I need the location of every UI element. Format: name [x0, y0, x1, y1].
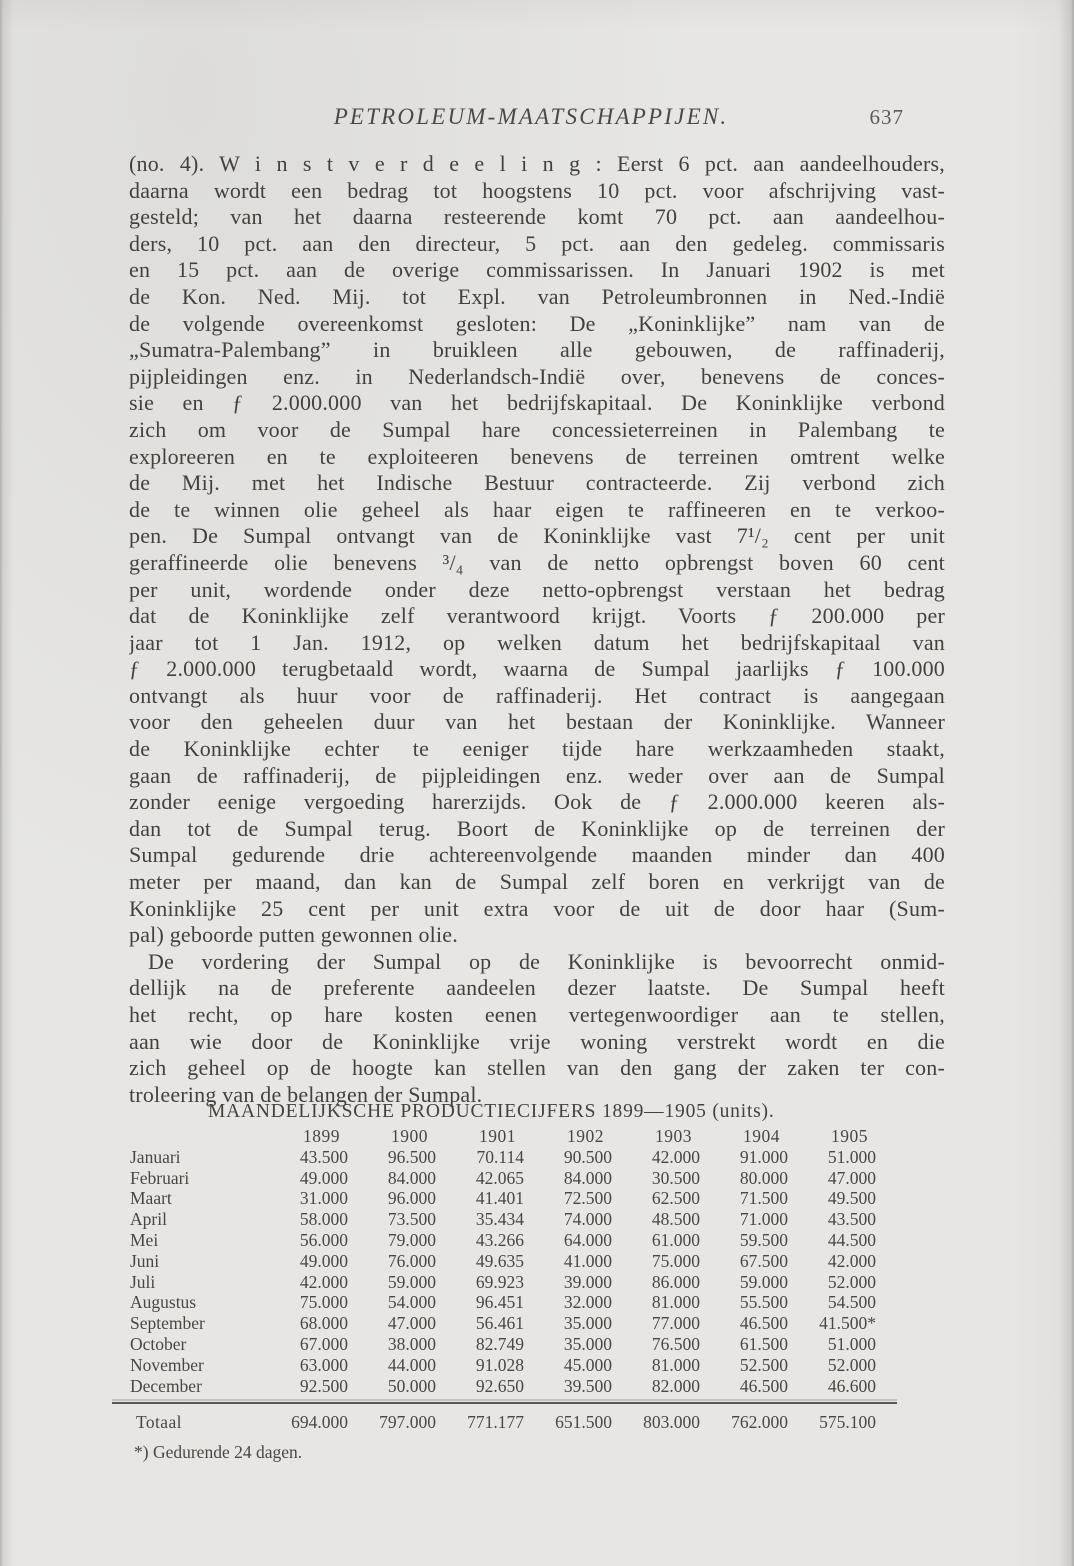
- paragraph: [129, 151, 945, 949]
- production-value: 64.000: [563, 1229, 612, 1250]
- year-header-spacer: [128, 1126, 260, 1147]
- text-line: dat de Koninklijke zelf verantwoord krijgt. Voorts ƒ 200.000 per: [129, 603, 945, 629]
- table-row: [128, 1292, 928, 1313]
- production-value: 75.000: [299, 1292, 348, 1313]
- month-label: Juli: [130, 1271, 156, 1292]
- production-value: 67.500: [739, 1250, 788, 1271]
- production-value: 41.401: [475, 1188, 524, 1209]
- production-value: 32.000: [563, 1292, 612, 1313]
- production-value: 54.500: [827, 1292, 876, 1313]
- month-label: September: [130, 1313, 205, 1334]
- text-line: ders, 10 pct. aan den directeur, 5 pct. aan den gedeleg. commissaris: [129, 230, 945, 256]
- text-line: meter per maand, dan kan de Sumpal zelf boren en verkrijgt van de: [129, 869, 945, 895]
- text-line: de volgende overeenkomst gesloten: De „Koninklijke” nam van de: [129, 310, 945, 336]
- text-line: pen. De Sumpal ontvangt van de Koninklijke vast 7¹/₂ cent per unit: [129, 523, 945, 549]
- month-label: Februari: [130, 1167, 190, 1188]
- text-line: voor den geheelen duur van het bestaan der Koninklijke. Wanneer: [129, 709, 945, 735]
- text-line: dan tot de Sumpal terug. Boort de Koninklijke op de terreinen der: [129, 815, 945, 841]
- production-value: 38.000: [387, 1333, 436, 1354]
- total-value: 651.500: [555, 1412, 612, 1433]
- table-row: [128, 1209, 928, 1230]
- production-value: 44.500: [827, 1229, 876, 1250]
- production-value: 59.500: [739, 1229, 788, 1250]
- month-label: Augustus: [130, 1292, 197, 1313]
- production-value: 79.000: [387, 1229, 436, 1250]
- production-value: 81.000: [651, 1354, 700, 1375]
- production-value: 76.000: [387, 1250, 436, 1271]
- text-line: zich geheel op de hoogte kan stellen van den gang der zaken ter con-: [129, 1055, 945, 1081]
- production-value: 46.500: [739, 1375, 788, 1396]
- production-value: 63.000: [299, 1354, 348, 1375]
- production-value: 52.500: [739, 1354, 788, 1375]
- body-text: [129, 151, 945, 1108]
- table-row: [128, 1376, 928, 1397]
- production-value: 96.500: [387, 1146, 436, 1167]
- table-footnote: *) Gedurende 24 dagen.: [134, 1442, 303, 1463]
- text-line: „Sumatra-Palembang” in bruikleen alle gebouwen, de raffinaderij,: [129, 337, 945, 363]
- paragraph: [129, 949, 945, 1109]
- year-header: 1904: [743, 1126, 780, 1146]
- production-value: 61.500: [739, 1333, 788, 1354]
- production-value: 42.000: [827, 1250, 876, 1271]
- table-row: [128, 1313, 928, 1334]
- total-value: 803.000: [643, 1412, 700, 1433]
- production-value: 46.600: [827, 1375, 876, 1396]
- production-value: 84.000: [563, 1167, 612, 1188]
- production-value: 75.000: [651, 1250, 700, 1271]
- production-value: 82.749: [475, 1333, 524, 1354]
- production-value: 56.461: [475, 1313, 524, 1334]
- text-line: per unit, wordende onder deze netto-opbrengst verstaan het bedrag: [129, 576, 945, 602]
- production-value: 49.635: [475, 1250, 524, 1271]
- text-line: jaar tot 1 Jan. 1912, op welken datum het bedrijfskapitaal van: [129, 629, 945, 655]
- text-line: troleering van de belangen der Sumpal.: [129, 1081, 483, 1107]
- production-value: 30.500: [651, 1167, 700, 1188]
- text-line: daarna wordt een bedrag tot hoogstens 10 pct. voor afschrijving vast-: [129, 177, 945, 203]
- year-header: 1900: [391, 1126, 428, 1146]
- production-value: 50.000: [387, 1375, 436, 1396]
- production-value: 91.000: [739, 1146, 788, 1167]
- production-value: 52.000: [827, 1354, 876, 1375]
- production-value: 61.000: [651, 1229, 700, 1250]
- production-value: 39.000: [563, 1271, 612, 1292]
- table-row: [128, 1188, 928, 1209]
- table-row: [128, 1147, 928, 1168]
- production-value: 54.000: [387, 1292, 436, 1313]
- table-year-header-row: [128, 1126, 928, 1147]
- table-month-rows: [128, 1147, 928, 1397]
- text-line: de Mij. met het Indische Bestuur contracteerde. Zij verbond zich: [129, 470, 945, 496]
- table-rule: [112, 1402, 897, 1404]
- text-line: aan wie door de Koninklijke vrije woning verstrekt wordt en die: [129, 1028, 945, 1054]
- production-value: 47.000: [827, 1167, 876, 1188]
- production-value: 49.000: [299, 1167, 348, 1188]
- production-value: 43.500: [299, 1146, 348, 1167]
- production-value: 47.000: [387, 1313, 436, 1334]
- text-line: sie en ƒ 2.000.000 van het bedrijfskapitaal. De Koninklijke verbond: [129, 390, 945, 416]
- production-value: 59.000: [387, 1271, 436, 1292]
- production-value: 96.451: [475, 1292, 524, 1313]
- text-line: De vordering der Sumpal op de Koninklijke is bevoorrecht onmid-: [148, 948, 945, 974]
- total-value: 575.100: [819, 1412, 876, 1433]
- text-line: de te winnen olie geheel als haar eigen te raffineeren en te verkoo-: [129, 496, 945, 522]
- production-value: 43.500: [827, 1209, 876, 1230]
- production-value: 70.114: [476, 1146, 524, 1167]
- page-number: 637: [869, 105, 904, 129]
- running-header: [128, 104, 934, 138]
- month-label: Maart: [130, 1188, 172, 1209]
- production-value: 43.266: [475, 1229, 524, 1250]
- table-title: MAANDELIJKSCHE PRODUCTIECIJFERS 1899—1905 (units).: [208, 1101, 775, 1122]
- production-value: 45.000: [563, 1354, 612, 1375]
- month-label: October: [130, 1333, 187, 1354]
- production-value: 86.000: [651, 1271, 700, 1292]
- year-header: 1905: [831, 1126, 868, 1146]
- text-line: pal) geboorde putten gewonnen olie.: [129, 922, 458, 948]
- page-title: PETROLEUM-MAATSCHAPPIJEN.: [333, 104, 729, 129]
- month-label: Mei: [130, 1229, 159, 1250]
- text-line: het recht, op hare kosten eenen vertegenwoordiger aan te stellen,: [129, 1002, 945, 1027]
- table-row: [128, 1230, 928, 1251]
- text-line: en 15 pct. aan de overige commissarissen. In Januari 1902 is met: [129, 257, 945, 283]
- production-value: 71.000: [739, 1209, 788, 1230]
- production-value: 35.000: [563, 1333, 612, 1354]
- production-value: 82.000: [651, 1375, 700, 1396]
- production-value: 92.650: [475, 1375, 524, 1396]
- month-label: Januari: [130, 1146, 181, 1167]
- total-value: 762.000: [731, 1412, 788, 1433]
- production-value: 59.000: [739, 1271, 788, 1292]
- production-value: 46.500: [739, 1313, 788, 1334]
- total-value: 797.000: [379, 1412, 436, 1433]
- text-line: de Kon. Ned. Mij. tot Expl. van Petroleumbronnen in Ned.-Indië: [129, 283, 945, 309]
- text-line: ontvangt als huur voor de raffinaderij. Het contract is aangegaan: [129, 682, 945, 708]
- production-value: 41.000: [563, 1250, 612, 1271]
- production-value: 71.500: [739, 1188, 788, 1209]
- text-line: dellijk na de preferente aandeelen dezer laatste. De Sumpal heeft: [129, 975, 945, 1001]
- text-line: ƒ 2.000.000 terugbetaald wordt, waarna de Sumpal jaarlijks ƒ 100.000: [129, 656, 945, 682]
- production-value: 76.500: [651, 1333, 700, 1354]
- production-value: 41.500*: [819, 1313, 876, 1334]
- text-line: Koninklijke 25 cent per unit extra voor de uit de door haar (Sum-: [129, 895, 945, 921]
- text-line: zich om voor de Sumpal hare concessieterreinen in Palembang te: [129, 416, 945, 442]
- table-row: [128, 1334, 928, 1355]
- production-value: 39.500: [563, 1375, 612, 1396]
- production-value: 42.000: [299, 1271, 348, 1292]
- total-label: Totaal: [136, 1412, 182, 1433]
- production-value: 92.500: [299, 1375, 348, 1396]
- month-label: November: [130, 1354, 204, 1375]
- production-value: 72.500: [563, 1188, 612, 1209]
- production-value: 91.028: [475, 1354, 524, 1375]
- text-line: zonder eenige vergoeding harerzijds. Ook de ƒ 2.000.000 keeren als-: [129, 789, 945, 815]
- month-label: December: [130, 1375, 202, 1396]
- year-header: 1902: [567, 1126, 604, 1146]
- production-value: 44.000: [387, 1354, 436, 1375]
- production-value: 56.000: [299, 1229, 348, 1250]
- production-value: 35.000: [563, 1313, 612, 1334]
- production-value: 42.065: [475, 1167, 524, 1188]
- production-value: 90.500: [563, 1146, 612, 1167]
- production-value: 55.500: [739, 1292, 788, 1313]
- production-value: 81.000: [651, 1292, 700, 1313]
- production-value: 62.500: [651, 1188, 700, 1209]
- production-value: 84.000: [387, 1167, 436, 1188]
- table-total-row: [128, 1412, 928, 1433]
- text-line: geraffineerde olie benevens ³/₄ van de netto opbrengst boven 60 cent: [129, 549, 945, 575]
- text-line: pijpleidingen enz. in Nederlandsch-Indië over, benevens de conces-: [129, 363, 945, 389]
- production-value: 48.500: [651, 1209, 700, 1230]
- table-row: [128, 1168, 928, 1189]
- month-label: April: [130, 1209, 167, 1230]
- production-value: 51.000: [827, 1333, 876, 1354]
- text-line: gesteld; van het daarna resteerende komt 70 pct. aan aandeelhou-: [129, 204, 945, 230]
- production-value: 42.000: [651, 1146, 700, 1167]
- production-value: 73.500: [387, 1209, 436, 1230]
- production-value: 80.000: [739, 1167, 788, 1188]
- text-line: Sumpal gedurende drie achtereenvolgende maanden minder dan 400: [129, 842, 945, 868]
- production-value: 52.000: [827, 1271, 876, 1292]
- table-row: [128, 1355, 928, 1376]
- production-value: 51.000: [827, 1146, 876, 1167]
- total-value: 771.177: [467, 1412, 524, 1433]
- production-value: 69.923: [475, 1271, 524, 1292]
- text-line: de Koninklijke echter te eeniger tijde hare werkzaamheden staakt,: [129, 736, 945, 762]
- production-value: 68.000: [299, 1313, 348, 1334]
- text-line: exploreeren en te exploiteeren benevens de terreinen omtrent welke: [129, 443, 945, 469]
- production-value: 49.000: [299, 1250, 348, 1271]
- year-header: 1901: [479, 1126, 516, 1146]
- production-value: 31.000: [299, 1188, 348, 1209]
- production-value: 96.000: [387, 1188, 436, 1209]
- table-row: [128, 1272, 928, 1293]
- text-line: gaan de raffinaderij, de pijpleidingen enz. weder over aan de Sumpal: [129, 762, 945, 788]
- production-value: 77.000: [651, 1313, 700, 1334]
- production-value: 74.000: [563, 1209, 612, 1230]
- production-value: 67.000: [299, 1333, 348, 1354]
- table-row: [128, 1251, 928, 1272]
- year-header: 1903: [655, 1126, 692, 1146]
- production-value: 58.000: [299, 1209, 348, 1230]
- production-value: 49.500: [827, 1188, 876, 1209]
- production-value: 35.434: [475, 1209, 524, 1230]
- total-value: 694.000: [291, 1412, 348, 1433]
- production-table: [128, 1101, 928, 1463]
- text-line: (no. 4). W i n s t v e r d e e l i n g : Eerst 6 pct. aan aandeelhouders,: [129, 151, 945, 176]
- year-header: 1899: [303, 1126, 340, 1146]
- month-label: Juni: [130, 1250, 160, 1271]
